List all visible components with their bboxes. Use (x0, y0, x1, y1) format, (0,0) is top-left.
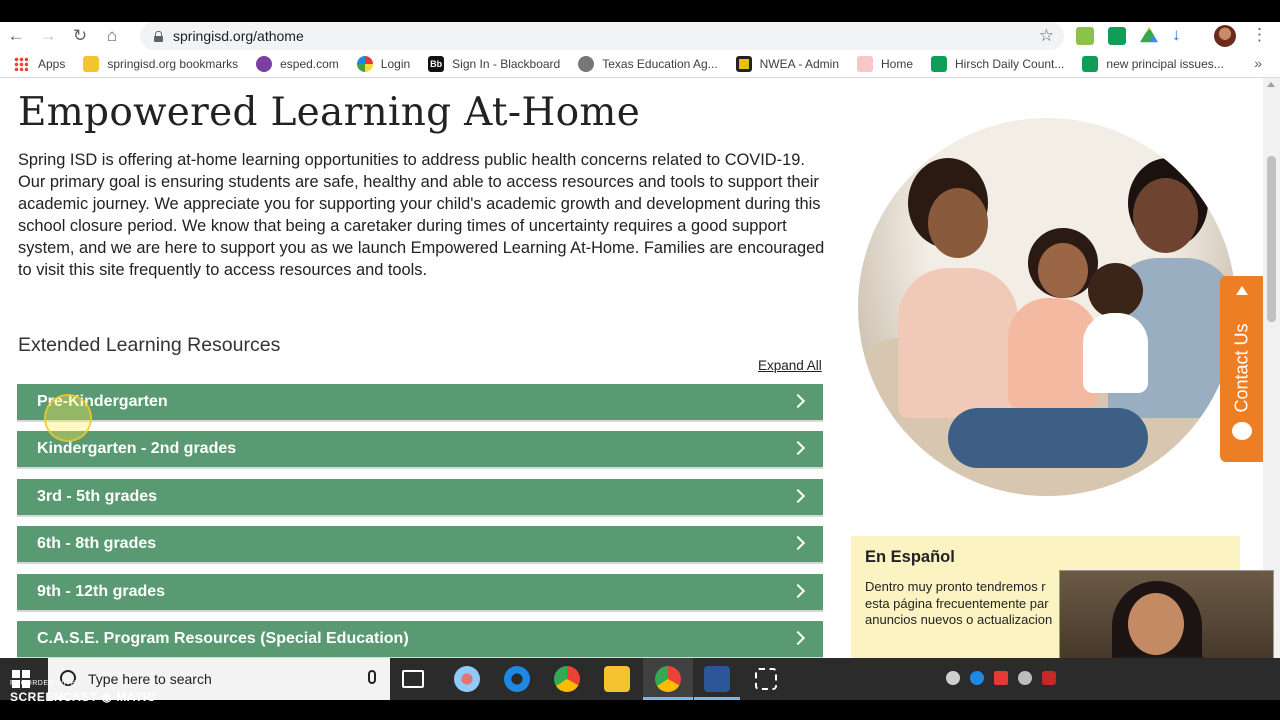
watermark-top: RECORDED WITH (10, 680, 77, 687)
chevron-right-icon (791, 489, 805, 503)
chevron-right-icon (791, 394, 805, 408)
espanol-line-3: anuncios nuevos o actualizacion (865, 612, 1053, 627)
chevron-right-icon (791, 441, 805, 455)
accordion-pre-kindergarten[interactable] (17, 384, 823, 422)
page-title: Empowered Learning At-Home (18, 90, 641, 135)
girl-face-shape (1038, 243, 1088, 298)
search-placeholder: Type here to search (88, 671, 212, 687)
home-icon[interactable]: ⌂ (106, 26, 118, 45)
bookmark-esped[interactable] (256, 56, 339, 72)
bookmark-label: new principal issues... (1106, 56, 1224, 71)
tray-b-icon[interactable] (994, 671, 1008, 685)
intro-paragraph: Spring ISD is offering at-home learning opportunities to address public health concerns related to COVID-19. Our primary goal is ensuring students are safe, healthy and able to access resources and tools to support their academic journey. We appreciate you for supporting your child's academic growth and development during this school closure period. We know that being a caretaker during times of uncertainty requires a good support system, and we are here to support you as we launch Empowered Learning At-Home. Families are encouraged to visit this site frequently to access resources and tools. (18, 151, 825, 279)
bookmark-login[interactable] (357, 56, 410, 72)
task-view-icon[interactable] (402, 670, 424, 688)
caret-up-icon (1236, 286, 1248, 295)
home-bookmark-icon (857, 56, 873, 72)
chrome-active-icon[interactable] (655, 666, 681, 692)
accordion-label: 9th - 12th grades (37, 583, 166, 600)
expand-all-link[interactable]: Expand All (758, 358, 822, 373)
family-photo (858, 118, 1236, 496)
bookmark-star-icon[interactable]: ☆ (1038, 26, 1054, 45)
accordion-kindergarten-2nd[interactable] (17, 431, 823, 469)
section-title: Extended Learning Resources (18, 334, 281, 356)
nwea-icon (736, 56, 752, 72)
url-text[interactable]: springisd.org/athome (173, 28, 304, 44)
chevron-right-icon (791, 631, 805, 645)
top-black-bar (0, 0, 1280, 22)
cursor-highlight (44, 394, 92, 442)
father-face-shape (1133, 178, 1198, 253)
forward-icon[interactable]: → (39, 26, 57, 45)
reload-icon[interactable]: ↻ (72, 26, 88, 45)
bookmark-texas-education[interactable] (578, 56, 717, 72)
file-explorer-icon[interactable] (604, 666, 630, 692)
onedrive-icon[interactable] (970, 671, 984, 685)
bookmark-label: Home (881, 56, 914, 71)
extension-printer-icon[interactable] (1076, 27, 1094, 45)
contact-us-tab[interactable] (1220, 276, 1264, 462)
bookmark-home[interactable] (857, 56, 913, 72)
chevron-right-icon (791, 536, 805, 550)
menu-kebab-icon[interactable]: ⋮ (1251, 25, 1268, 44)
bookmark-nwea[interactable] (736, 56, 839, 72)
tray-cloud-icon[interactable] (1018, 671, 1032, 685)
scroll-up-arrow-icon[interactable] (1267, 82, 1275, 87)
jeans-shape (948, 408, 1148, 468)
microphone-icon[interactable] (368, 670, 376, 684)
lock-icon (154, 31, 163, 42)
bottom-black-bar (0, 700, 1280, 720)
chrome-icon[interactable] (554, 666, 580, 692)
accordion-label: C.A.S.E. Program Resources (Special Education) (37, 630, 409, 647)
folder-icon (83, 56, 99, 72)
watermark-brand: SCREENCAST ◉ MATIC (10, 690, 156, 704)
blackboard-icon: Bb (428, 56, 444, 72)
accordion-9th-12th[interactable] (17, 574, 823, 612)
mother-face-shape (928, 188, 988, 258)
sheets-icon (1082, 56, 1098, 72)
browser-toolbar (0, 22, 1280, 50)
bookmark-label: esped.com (280, 56, 339, 71)
globe-icon (578, 56, 594, 72)
accordion-label: 6th - 8th grades (37, 535, 157, 552)
bookmarks-bar (0, 50, 1280, 78)
bookmark-label: springisd.org bookmarks (107, 56, 239, 71)
sheets-icon (931, 56, 947, 72)
word-icon[interactable] (704, 666, 730, 692)
bookmark-label: Apps (38, 56, 66, 71)
scrollbar-thumb[interactable] (1267, 156, 1276, 322)
bookmark-label: Sign In - Blackboard (452, 56, 561, 71)
espanol-line-1: Dentro muy pronto tendremos r (865, 579, 1046, 594)
screencast-watermark (10, 680, 156, 704)
espanol-title: En Español (865, 548, 955, 566)
bookmark-label: Texas Education Ag... (602, 56, 718, 71)
internet-explorer-icon[interactable] (504, 666, 530, 692)
espanol-line-2: esta página frecuentemente par (865, 595, 1049, 611)
snipping-tool-icon[interactable] (755, 668, 777, 690)
chat-bubble-icon (1232, 422, 1252, 440)
bookmark-hirsch[interactable] (931, 56, 1064, 72)
address-bar[interactable] (140, 22, 1064, 50)
back-icon[interactable]: ← (7, 26, 25, 45)
accordion-label: Pre-Kindergarten (37, 393, 168, 410)
presenter-face-shape (1128, 593, 1184, 655)
app-pinned-icon[interactable] (454, 666, 480, 692)
google-drive-icon[interactable] (1140, 27, 1158, 45)
mother-body-shape (898, 268, 1018, 418)
accordion-6th-8th[interactable] (17, 526, 823, 564)
bookmark-new-principal[interactable] (1082, 56, 1223, 72)
bookmarks-overflow-icon[interactable]: » (1254, 55, 1262, 71)
bookmark-blackboard[interactable] (428, 56, 560, 72)
download-arrow-icon[interactable]: ↓ (1172, 25, 1181, 44)
windows-taskbar (0, 658, 1280, 700)
accordion-case-program[interactable] (17, 621, 823, 658)
accordion-3rd-5th[interactable] (17, 479, 823, 517)
accordion-label: Kindergarten - 2nd grades (37, 440, 237, 457)
chevron-right-icon (791, 584, 805, 598)
bookmark-apps[interactable] (14, 57, 65, 71)
tray-icon-1[interactable] (946, 671, 960, 685)
apps-grid-icon (14, 57, 28, 71)
bookmark-springisd[interactable] (83, 56, 238, 72)
login-globe-icon (357, 56, 373, 72)
contact-us-label: Contact Us (1231, 323, 1252, 413)
bookmark-label: Hirsch Daily Count... (955, 56, 1065, 71)
extension-sheets-icon[interactable] (1108, 27, 1126, 45)
bookmark-label: Login (380, 56, 411, 71)
boy-body-shape (1083, 313, 1148, 393)
tray-shield-icon[interactable] (1042, 671, 1056, 685)
profile-avatar[interactable] (1214, 25, 1236, 47)
boy-head-shape (1088, 263, 1143, 318)
bookmark-label: NWEA - Admin (759, 56, 839, 71)
accordion-label: 3rd - 5th grades (37, 488, 158, 505)
esped-icon (256, 56, 272, 72)
